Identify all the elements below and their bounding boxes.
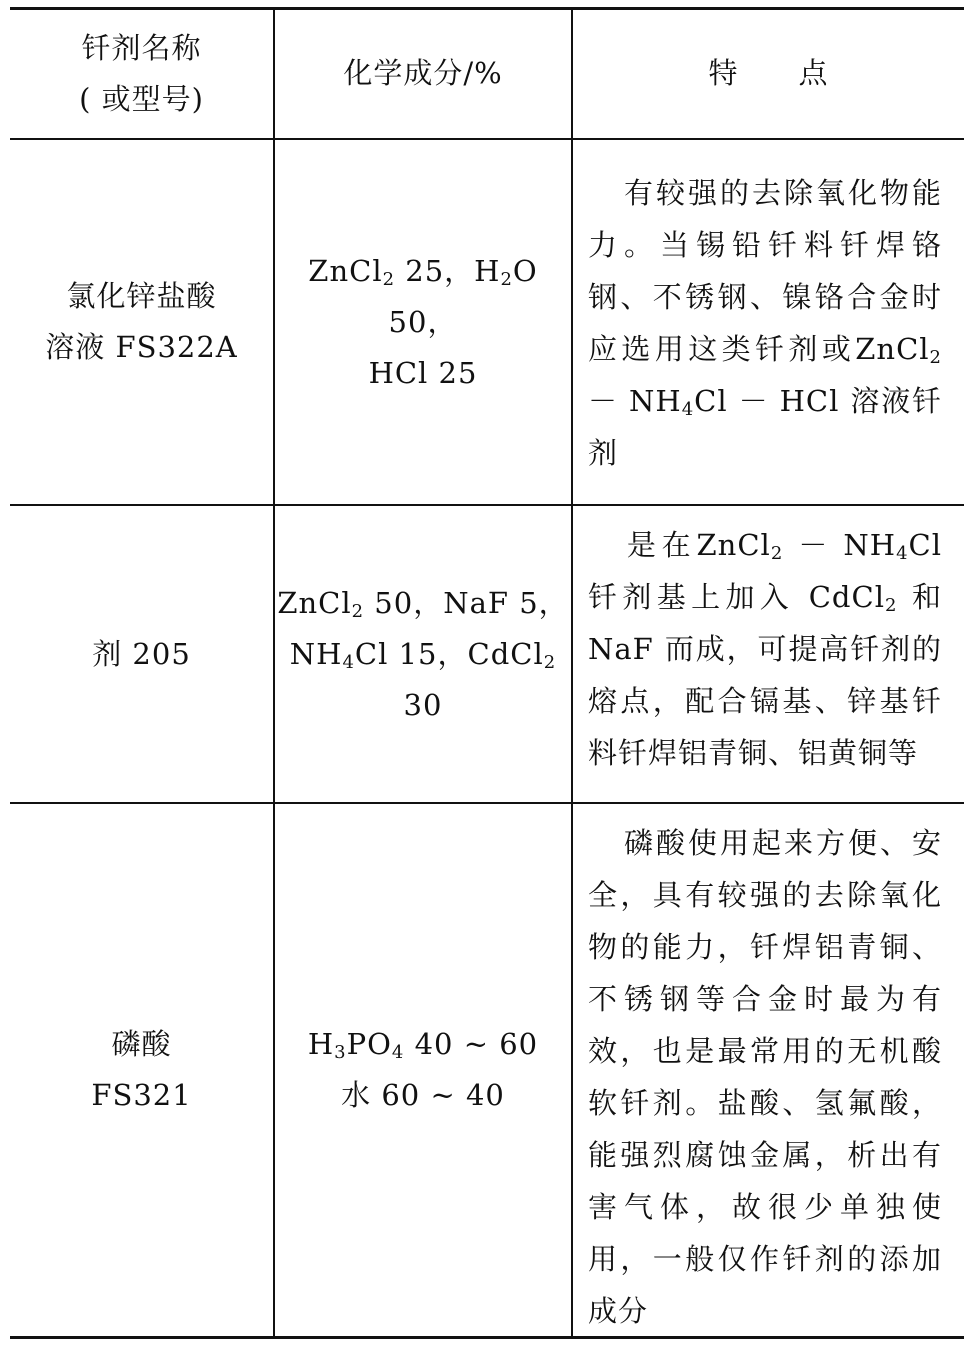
flux-table [10,7,964,1339]
row1-name [10,140,273,504]
row3-composition [275,804,571,1336]
row3-composition-line1: $H_3PO_4$ 40 ~ 60 [307,1027,539,1063]
row2-composition [275,506,571,802]
row1-name-line1: 氯化锌盐酸 [66,279,217,313]
header-features-label: 特 点 [708,56,829,90]
row3-name-line2: FS321 [91,1078,192,1112]
header-composition-label: 化学成分/% [343,56,503,90]
row3-features: 磷酸使用起来方便、安全，具有较强的去除氧化物的能力，钎焊铝青铜、不锈钢等合金时最为有效，也是最常用的无机酸软钎剂。盐酸、氢氟酸，能强烈腐蚀金属，析出有害气体，故很少单独使用，一般仅作钎剂的添加成分 [588,826,942,1328]
row3-name [10,804,273,1336]
row2-composition-line1: ZnCl$_2$ 50，NaF 5， [277,585,569,622]
header-name-line1: 钎剂名称 [81,30,202,65]
row3-name-line1: 磷酸 [111,1027,172,1061]
row2-name-line1: 剂 205 [92,636,191,671]
col2-divider [571,7,573,1339]
header-name [10,9,273,138]
header-features [573,9,964,138]
row1-features: 有较强的去除氧化物能力。当锡铅钎料钎焊铬钢、不锈钢、镍铬合金时应选用这类钎剂或ZnCl$_2$ － $NH_4Cl$ － HCl 溶液钎剂 [588,176,942,470]
row1-composition [275,140,571,504]
header-name-line2: ( 或型号) [79,81,204,116]
row1-composition-line2: HCl 25 [368,355,478,390]
row2-composition-line2: $NH_4Cl$ 15，CdCl$_2$ 30 [289,636,557,722]
row1-composition-line1: ZnCl$_2$ 25，$H_2O$ 50， [308,253,538,339]
header-composition [275,9,571,138]
row2-features: 是在ZnCl$_2$ － $NH_4Cl$ 钎剂基上加入 CdCl$_2$ 和NaF 而成，可提高钎剂的熔点，配合镉基、锌基钎料钎焊铝青铜、铝黄铜等 [588,528,943,770]
row2-name [10,506,273,802]
row1-name-line2: 溶液 FS322A [45,330,238,364]
row3-composition-line2: 水 60 ~ 40 [341,1078,505,1112]
